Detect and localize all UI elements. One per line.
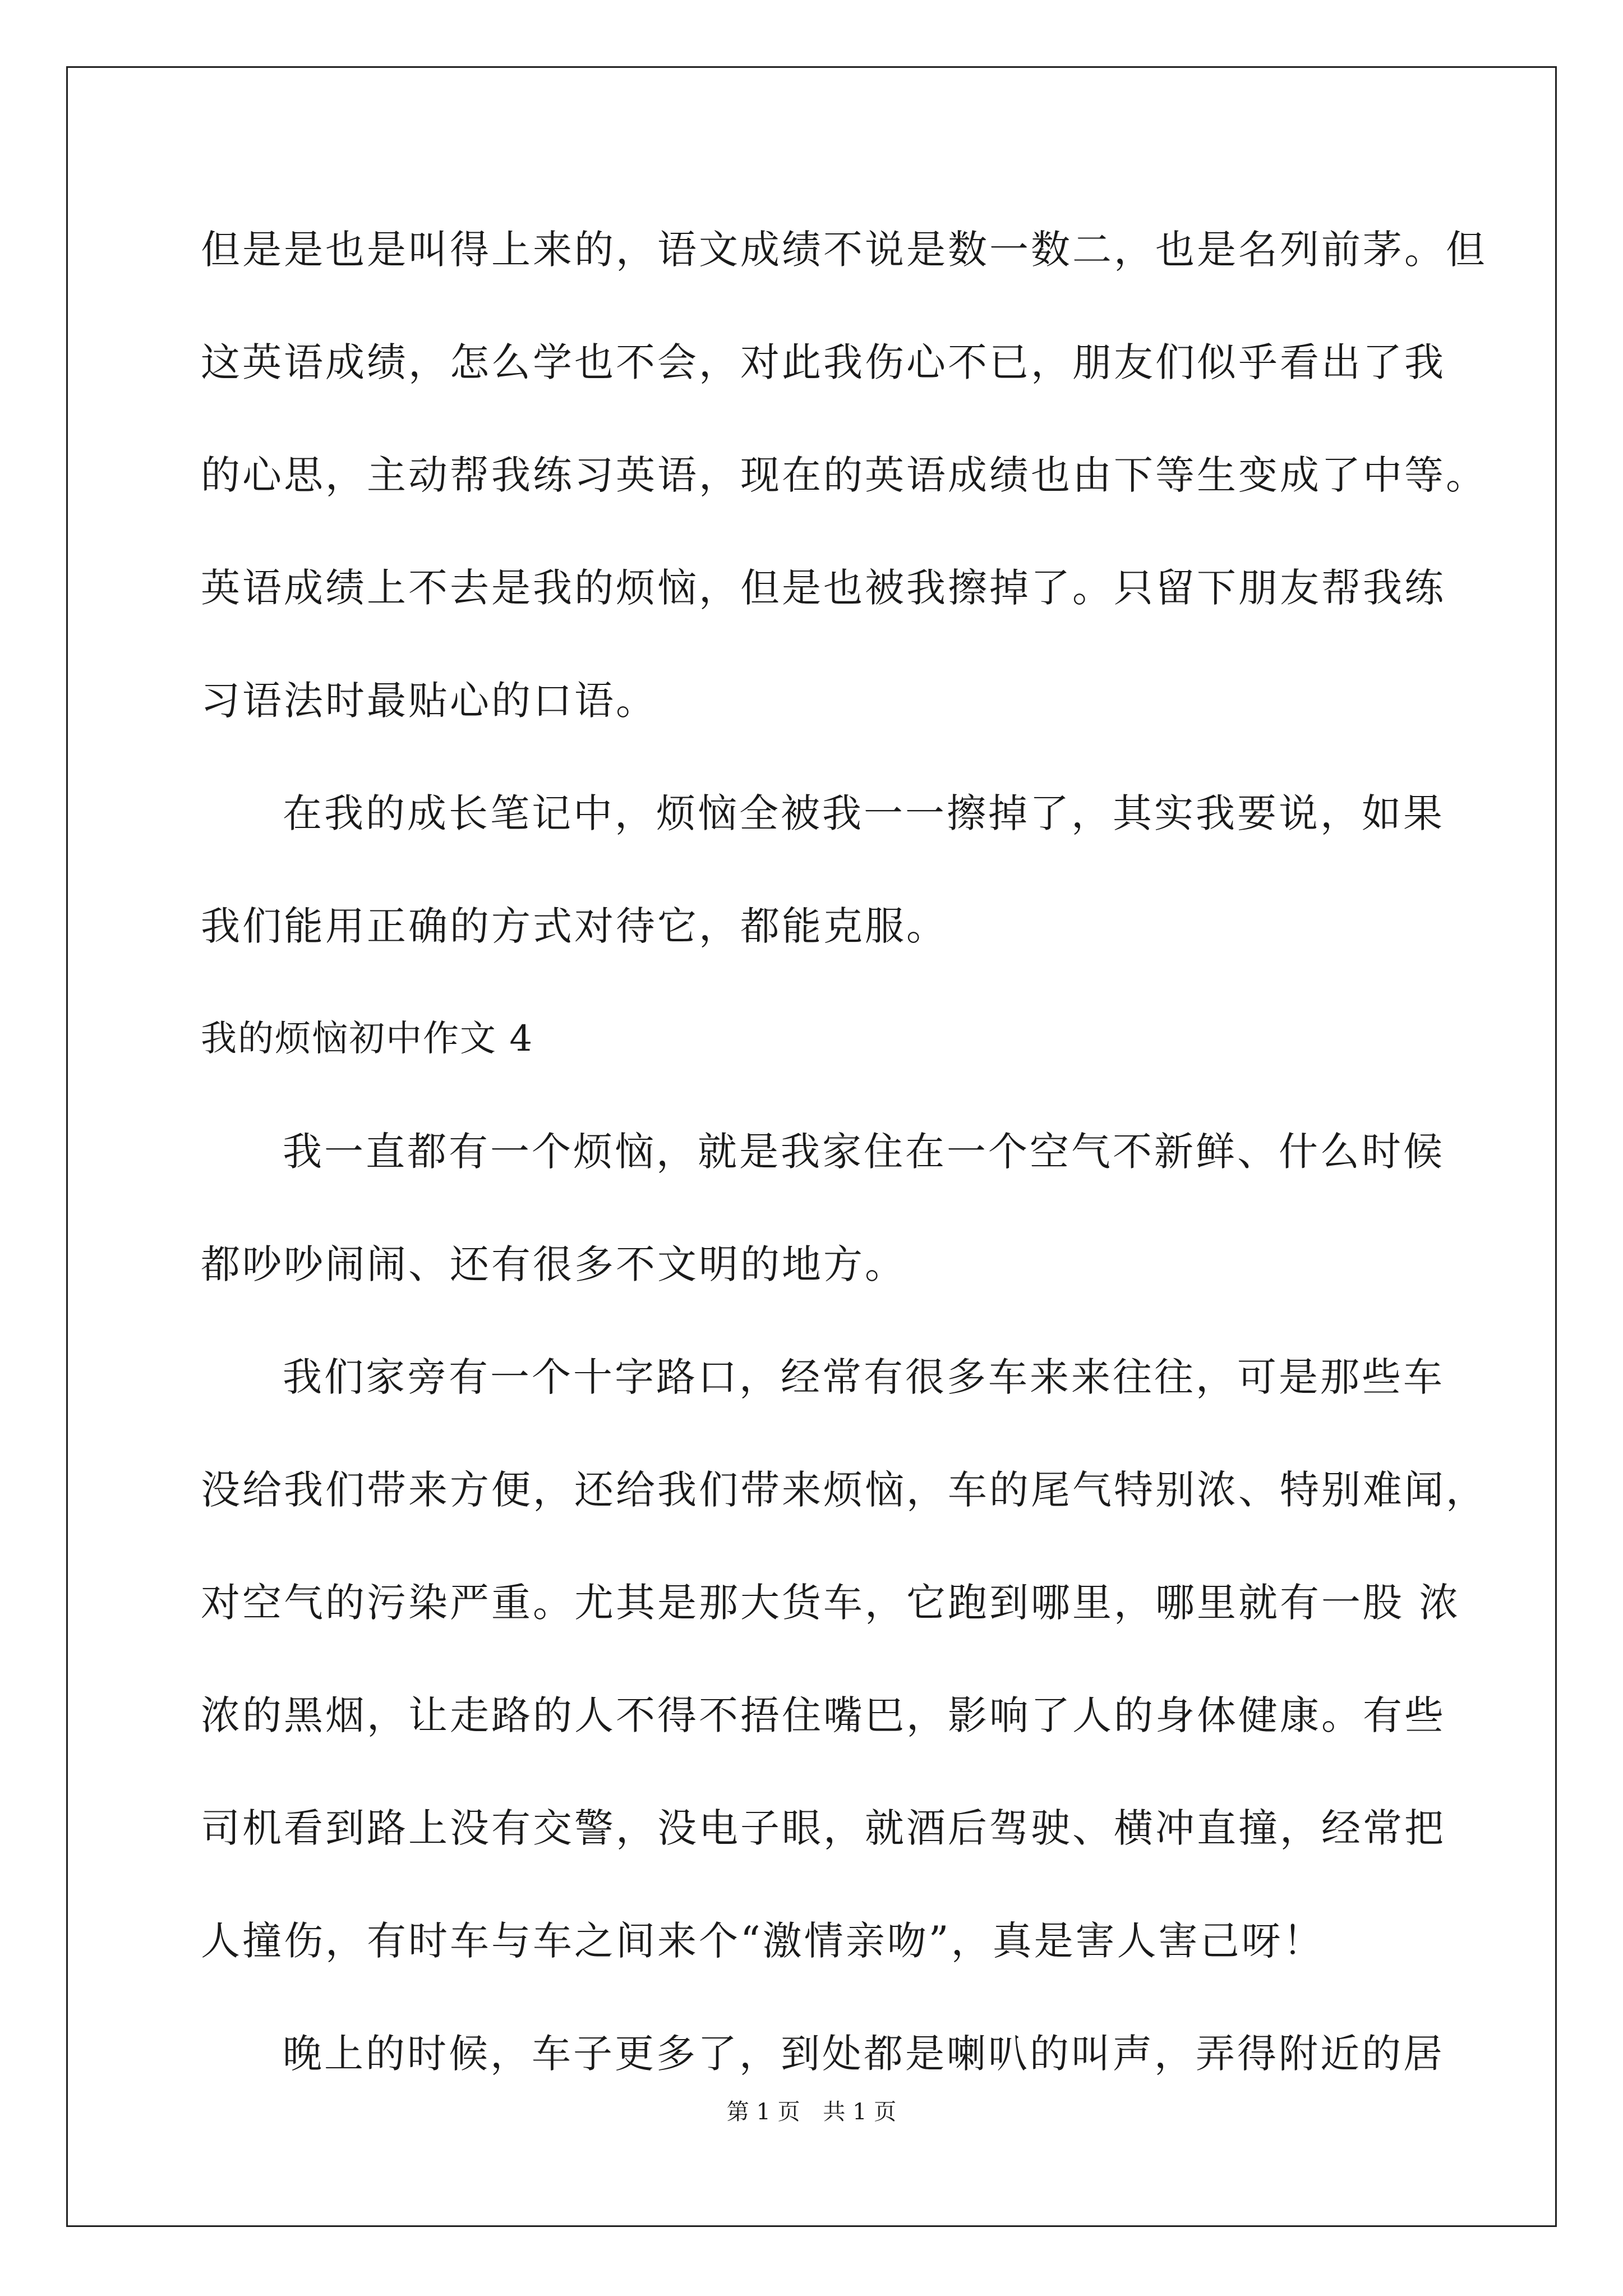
text-line: 晚上的时候，车子更多了，到处都是喇叭的叫声，弄得附近的居: [283, 2031, 1445, 2077]
text-line: 我们能用正确的方式对待它，都能克服。: [201, 903, 948, 949]
page-footer: [0, 2095, 1623, 2129]
text-line: 习语法时最贴心的口语。: [201, 678, 657, 724]
text-line: 英语成绩上不去是我的烦恼，但是也被我擦掉了。只留下朋友帮我练: [201, 565, 1446, 611]
text-line: 我们家旁有一个十字路口，经常有很多车来来往往，可是那些车: [283, 1354, 1445, 1400]
text-line: 司机看到路上没有交警，没电子眼，就酒后驾驶、横冲直撞，经常把: [201, 1805, 1446, 1851]
page-number: 第 1 页: [726, 2099, 800, 2125]
text-line: 都吵吵闹闹、还有很多不文明的地方。: [201, 1241, 906, 1287]
text-line: 对空气的污染严重。尤其是那大货车，它跑到哪里，哪里就有一股 浓: [201, 1580, 1461, 1626]
section-heading: 我的烦恼初中作文 4: [201, 1018, 534, 1060]
text-line: 浓的黑烟，让走路的人不得不捂住嘴巴，影响了人的身体健康。有些: [201, 1692, 1446, 1738]
text-line: 我一直都有一个烦恼，就是我家住在一个空气不新鲜、什么时候: [283, 1129, 1445, 1175]
text-line: 人撞伤，有时车与车之间来个“激情亲吻”，真是害人害己呀！: [201, 1918, 1325, 1964]
page-total: 共 1 页: [823, 2099, 897, 2125]
text-line: 没给我们带来方便，还给我们带来烦恼，车的尾气特别浓、特别难闻，: [201, 1467, 1487, 1513]
document-body: [201, 194, 1487, 2110]
text-line: 的心思，主动帮我练习英语，现在的英语成绩也由下等生变成了中等。: [201, 452, 1487, 498]
text-line: 在我的成长笔记中，烦恼全被我一一擦掉了，其实我要说，如果: [283, 790, 1445, 836]
text-line: 但是是也是叫得上来的，语文成绩不说是数一数二，也是名列前茅。但: [201, 227, 1487, 273]
text-line: 这英语成绩，怎么学也不会，对此我伤心不已，朋友们似乎看出了我: [201, 339, 1446, 385]
